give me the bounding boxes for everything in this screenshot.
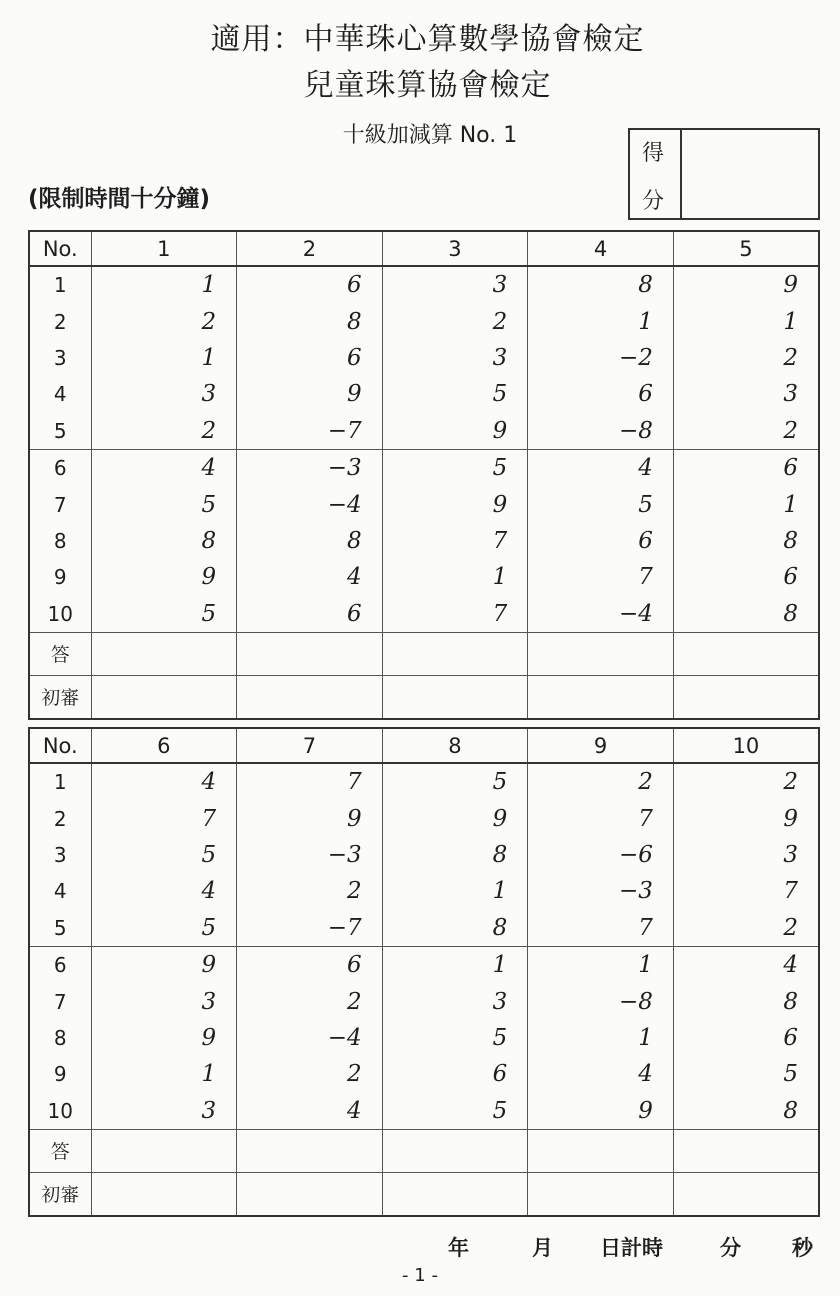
table-row: [29, 1093, 819, 1130]
problem-number: 1: [91, 266, 237, 303]
footer-second: 秒: [792, 1236, 813, 1260]
problem-number: 7: [528, 800, 674, 836]
problem-number: 2: [382, 303, 528, 339]
problem-number: 5: [91, 837, 237, 873]
problem-number: 5: [382, 449, 528, 486]
column-header: 6: [91, 728, 237, 763]
problem-number: 6: [237, 946, 383, 983]
problem-number: 1: [528, 303, 674, 339]
row-number: 3: [29, 837, 91, 873]
column-header: 2: [237, 231, 383, 266]
row-number: 2: [29, 800, 91, 836]
table-row: [29, 763, 819, 800]
problem-number: 7: [382, 596, 528, 633]
problem-number: 9: [91, 946, 237, 983]
table-row: [29, 983, 819, 1019]
problem-number: 1: [91, 340, 237, 376]
column-header: 1: [91, 231, 237, 266]
table-row: [29, 800, 819, 836]
review-cell[interactable]: [528, 1172, 674, 1216]
problem-number: 5: [382, 763, 528, 800]
column-header: 7: [237, 728, 383, 763]
problem-table-1: [28, 230, 820, 720]
problem-number: 3: [382, 340, 528, 376]
title-line-2: 兒童珠算協會檢定: [303, 68, 552, 103]
answer-cell[interactable]: [382, 1129, 528, 1172]
problem-table-2: [28, 727, 820, 1217]
problem-number: 8: [382, 910, 528, 947]
problem-number: 3: [91, 983, 237, 1019]
review-row-label: 初審: [29, 675, 91, 719]
problem-number: 6: [673, 449, 819, 486]
problem-number: 2: [673, 910, 819, 947]
answer-row-label: 答: [29, 1129, 91, 1172]
problem-number: 6: [673, 559, 819, 595]
problem-number: 9: [673, 800, 819, 836]
worksheet-subtitle: 十級加減算 No. 1: [342, 123, 518, 148]
table-row: [29, 596, 819, 633]
problem-number: 8: [528, 266, 674, 303]
problem-number: 9: [382, 413, 528, 450]
problem-number: 7: [91, 800, 237, 836]
problem-number: 2: [237, 873, 383, 909]
row-number: 10: [29, 1093, 91, 1130]
problem-number: 4: [528, 449, 674, 486]
problem-number: −7: [237, 910, 383, 947]
problem-number: 3: [673, 837, 819, 873]
problem-number: 4: [91, 873, 237, 909]
review-cell[interactable]: [91, 1172, 237, 1216]
review-cell[interactable]: [382, 1172, 528, 1216]
problem-number: −8: [528, 413, 674, 450]
row-number: 8: [29, 1020, 91, 1056]
problem-number: 9: [673, 266, 819, 303]
time-limit-note: (限制時間十分鐘): [28, 186, 211, 212]
review-row: [29, 675, 819, 719]
row-number: 9: [29, 1056, 91, 1092]
answer-cell[interactable]: [528, 1129, 674, 1172]
problem-number: 6: [237, 266, 383, 303]
row-number: 1: [29, 763, 91, 800]
problem-number: 4: [673, 946, 819, 983]
no-header: No.: [29, 231, 91, 266]
column-header: 3: [382, 231, 528, 266]
review-cell[interactable]: [673, 1172, 819, 1216]
problem-number: 4: [528, 1056, 674, 1092]
footer-day-timer: 日計時: [600, 1236, 663, 1260]
problem-number: −2: [528, 340, 674, 376]
problem-number: 1: [382, 946, 528, 983]
problem-number: 3: [91, 1093, 237, 1130]
problem-number: −7: [237, 413, 383, 450]
problem-number: 4: [237, 1093, 383, 1130]
problem-number: −4: [528, 596, 674, 633]
problem-number: 5: [382, 376, 528, 412]
problem-number: 6: [237, 340, 383, 376]
answer-cell[interactable]: [91, 1129, 237, 1172]
problem-number: 2: [237, 1056, 383, 1092]
answer-cell[interactable]: [528, 632, 674, 675]
problem-number: 7: [528, 559, 674, 595]
table-row: [29, 413, 819, 450]
problem-number: 6: [382, 1056, 528, 1092]
page-number: - 1 -: [402, 1265, 438, 1286]
table-row: [29, 559, 819, 595]
review-cell[interactable]: [382, 675, 528, 719]
problem-number: 2: [237, 983, 383, 1019]
problem-number: 7: [528, 910, 674, 947]
table-row: [29, 523, 819, 559]
problem-number: −8: [528, 983, 674, 1019]
answer-cell[interactable]: [673, 1129, 819, 1172]
problem-number: 2: [91, 303, 237, 339]
row-number: 3: [29, 340, 91, 376]
answer-cell[interactable]: [237, 1129, 383, 1172]
problem-number: 6: [673, 1020, 819, 1056]
problem-number: 5: [382, 1020, 528, 1056]
review-cell[interactable]: [91, 675, 237, 719]
problem-number: 1: [382, 559, 528, 595]
column-header: 9: [528, 728, 674, 763]
table-row: [29, 303, 819, 339]
problem-number: 6: [528, 523, 674, 559]
problem-number: −4: [237, 486, 383, 522]
answer-row: [29, 632, 819, 675]
table-row: [29, 910, 819, 947]
column-header: 4: [528, 231, 674, 266]
row-number: 4: [29, 376, 91, 412]
problem-number: 5: [91, 486, 237, 522]
problem-number: 7: [382, 523, 528, 559]
problem-number: 3: [91, 376, 237, 412]
problem-number: 1: [673, 486, 819, 522]
table-row: [29, 1020, 819, 1056]
score-box[interactable]: [628, 128, 820, 220]
answer-cell[interactable]: [673, 632, 819, 675]
row-number: 2: [29, 303, 91, 339]
problem-number: 5: [91, 596, 237, 633]
review-row: [29, 1172, 819, 1216]
problem-number: −3: [528, 873, 674, 909]
row-number: 6: [29, 946, 91, 983]
problem-number: 7: [237, 763, 383, 800]
problem-number: 3: [382, 983, 528, 1019]
column-header: 5: [673, 231, 819, 266]
footer-minute: 分: [720, 1236, 741, 1260]
problem-number: 6: [528, 376, 674, 412]
problem-number: 9: [91, 559, 237, 595]
problem-number: −4: [237, 1020, 383, 1056]
row-number: 7: [29, 983, 91, 1019]
problem-number: 8: [673, 523, 819, 559]
problem-number: −3: [237, 837, 383, 873]
table-row: [29, 449, 819, 486]
problem-number: 2: [91, 413, 237, 450]
column-header: 8: [382, 728, 528, 763]
problem-number: −6: [528, 837, 674, 873]
score-label-char-1: 得: [642, 141, 665, 166]
problem-number: 1: [91, 1056, 237, 1092]
review-cell[interactable]: [237, 1172, 383, 1216]
problem-number: 9: [382, 486, 528, 522]
table-row: [29, 946, 819, 983]
answer-cell[interactable]: [382, 632, 528, 675]
review-cell[interactable]: [673, 675, 819, 719]
review-cell[interactable]: [528, 675, 674, 719]
problem-number: 8: [673, 983, 819, 1019]
answer-row-label: 答: [29, 632, 91, 675]
problem-number: 9: [237, 376, 383, 412]
footer-month: 月: [532, 1236, 553, 1260]
answer-cell[interactable]: [237, 632, 383, 675]
answer-cell[interactable]: [91, 632, 237, 675]
problem-number: 8: [673, 1093, 819, 1130]
table-row: [29, 837, 819, 873]
row-number: 5: [29, 910, 91, 947]
column-header: 10: [673, 728, 819, 763]
row-number: 10: [29, 596, 91, 633]
problem-number: 8: [237, 523, 383, 559]
title-line-1: 適用：中華珠心算數學協會檢定: [210, 22, 645, 57]
no-header: No.: [29, 728, 91, 763]
table-row: [29, 486, 819, 522]
row-number: 9: [29, 559, 91, 595]
problem-number: 5: [528, 486, 674, 522]
problem-number: 4: [237, 559, 383, 595]
problem-number: 8: [91, 523, 237, 559]
problem-number: 9: [237, 800, 383, 836]
problem-number: 4: [91, 763, 237, 800]
problem-number: 2: [673, 413, 819, 450]
problem-number: 5: [382, 1093, 528, 1130]
table-row: [29, 873, 819, 909]
row-number: 1: [29, 266, 91, 303]
answer-row: [29, 1129, 819, 1172]
problem-number: 8: [673, 596, 819, 633]
problem-number: 2: [673, 340, 819, 376]
problem-number: 9: [382, 800, 528, 836]
problem-number: 3: [382, 266, 528, 303]
problem-number: 4: [91, 449, 237, 486]
timing-footer: [448, 1232, 828, 1262]
problem-number: 3: [673, 376, 819, 412]
problem-number: −3: [237, 449, 383, 486]
problem-number: 5: [91, 910, 237, 947]
row-number: 8: [29, 523, 91, 559]
problem-number: 7: [673, 873, 819, 909]
table-row: [29, 340, 819, 376]
problem-number: 5: [673, 1056, 819, 1092]
table-row: [29, 266, 819, 303]
problem-number: 8: [237, 303, 383, 339]
row-number: 5: [29, 413, 91, 450]
problem-number: 9: [91, 1020, 237, 1056]
row-number: 6: [29, 449, 91, 486]
score-label-char-2: 分: [642, 189, 665, 214]
review-cell[interactable]: [237, 675, 383, 719]
problem-number: 1: [673, 303, 819, 339]
problem-number: 2: [528, 763, 674, 800]
problem-number: 6: [237, 596, 383, 633]
table-row: [29, 1056, 819, 1092]
problem-number: 2: [673, 763, 819, 800]
problem-number: 1: [382, 873, 528, 909]
review-row-label: 初審: [29, 1172, 91, 1216]
problem-number: 9: [528, 1093, 674, 1130]
table-row: [29, 376, 819, 412]
problem-number: 8: [382, 837, 528, 873]
row-number: 4: [29, 873, 91, 909]
problem-number: 1: [528, 1020, 674, 1056]
row-number: 7: [29, 486, 91, 522]
problem-number: 1: [528, 946, 674, 983]
footer-year: 年: [448, 1236, 469, 1260]
